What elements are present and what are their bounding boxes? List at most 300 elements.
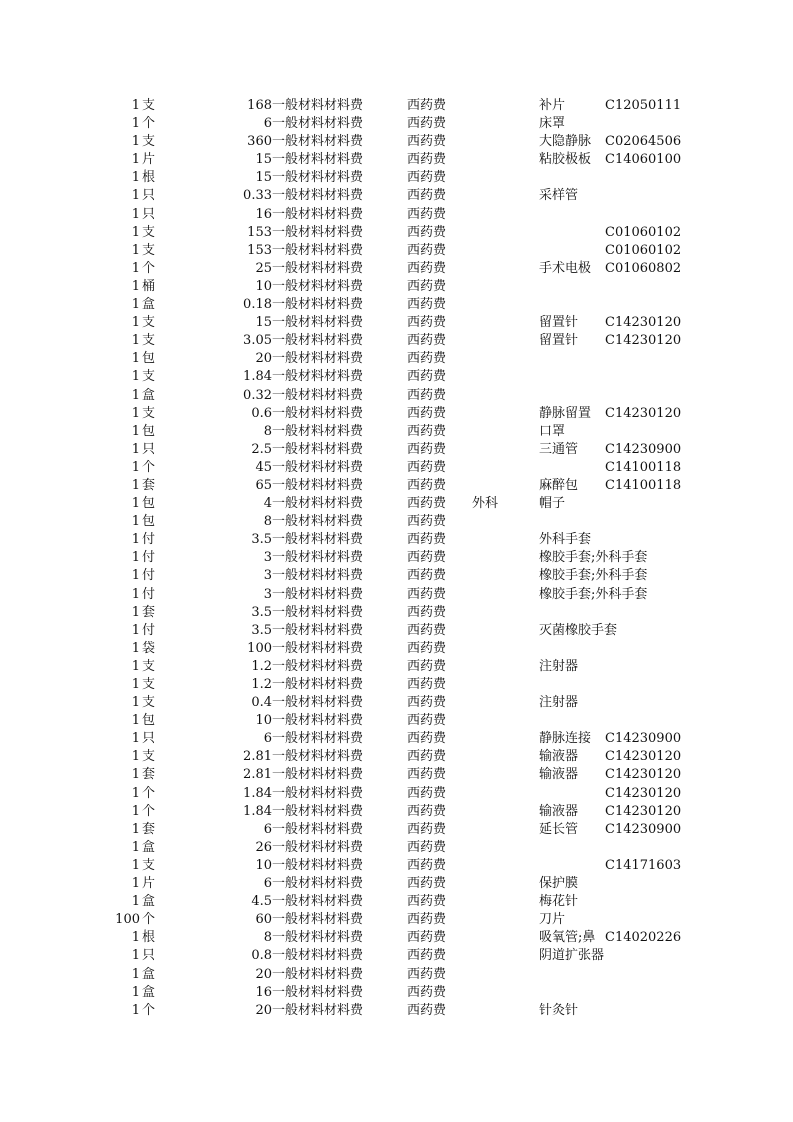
quantity-cell: 1 bbox=[131, 785, 140, 801]
category-cell bbox=[272, 387, 384, 405]
price-cell: 3 bbox=[263, 568, 272, 584]
fee-text: 材料费 bbox=[324, 278, 364, 294]
unit-cell: 支 bbox=[142, 98, 156, 113]
category-cell bbox=[272, 658, 384, 676]
unit-cell: 个 bbox=[142, 912, 156, 928]
category-cell bbox=[272, 1002, 384, 1020]
category-cell bbox=[272, 477, 384, 495]
category-text: 一般材料 bbox=[272, 242, 325, 258]
fee-text: 材料费 bbox=[324, 496, 364, 512]
category-text: 一般材料 bbox=[272, 496, 325, 512]
item-code-cell: C01060102 bbox=[605, 242, 682, 258]
fee-text: 材料费 bbox=[324, 604, 364, 620]
fee-type-cell: 西药费 bbox=[407, 260, 447, 276]
fee-type-cell: 西药费 bbox=[407, 152, 447, 168]
fee-text: 材料费 bbox=[324, 948, 364, 964]
item-name-cell: 补片 bbox=[539, 98, 566, 113]
unit-cell: 只 bbox=[142, 441, 156, 457]
category-cell bbox=[272, 314, 384, 332]
item-code-cell: C14060100 bbox=[605, 152, 682, 168]
unit-cell: 包 bbox=[142, 351, 156, 367]
fee-type-cell: 西药费 bbox=[407, 550, 447, 566]
table-row bbox=[0, 676, 793, 694]
price-cell: 8 bbox=[263, 514, 272, 530]
table-row bbox=[0, 821, 793, 839]
category-text: 一般材料 bbox=[272, 640, 325, 656]
fee-type-cell: 西药费 bbox=[407, 695, 447, 711]
unit-cell: 个 bbox=[142, 1002, 156, 1018]
table-row bbox=[0, 260, 793, 278]
fee-type-cell: 西药费 bbox=[407, 912, 447, 928]
item-name-cell: 输液器 bbox=[539, 767, 579, 783]
unit-cell: 盒 bbox=[142, 387, 156, 403]
quantity-cell: 1 bbox=[131, 333, 140, 349]
material-fee-sheet bbox=[0, 97, 793, 1020]
table-row bbox=[0, 224, 793, 242]
category-cell bbox=[272, 495, 384, 513]
unit-cell: 盒 bbox=[142, 297, 156, 313]
table-row bbox=[0, 622, 793, 640]
table-row bbox=[0, 97, 793, 115]
table-row bbox=[0, 984, 793, 1002]
item-code-cell: C14230120 bbox=[605, 333, 682, 349]
category-text: 一般材料 bbox=[272, 876, 325, 892]
quantity-cell: 1 bbox=[131, 749, 140, 765]
quantity-cell: 1 bbox=[131, 441, 140, 457]
item-name-cell: 橡胶手套;外科手套 bbox=[539, 550, 648, 566]
item-code-cell: C14100118 bbox=[605, 459, 682, 475]
quantity-cell: 1 bbox=[131, 351, 140, 367]
table-row bbox=[0, 839, 793, 857]
price-cell: 60 bbox=[255, 912, 272, 928]
category-text: 一般材料 bbox=[272, 188, 325, 204]
quantity-cell: 1 bbox=[131, 568, 140, 584]
fee-text: 材料费 bbox=[324, 658, 364, 674]
quantity-cell: 1 bbox=[131, 586, 140, 602]
table-row bbox=[0, 459, 793, 477]
category-cell bbox=[272, 531, 384, 549]
fee-text: 材料费 bbox=[324, 1002, 364, 1018]
item-code-cell: C14230120 bbox=[605, 405, 682, 421]
item-name-cell: 橡胶手套;外科手套 bbox=[539, 586, 648, 602]
price-cell: 2.81 bbox=[243, 767, 272, 783]
table-row bbox=[0, 911, 793, 929]
price-cell: 3 bbox=[263, 586, 272, 602]
category-text: 一般材料 bbox=[272, 749, 325, 765]
unit-cell: 只 bbox=[142, 188, 156, 204]
table-row bbox=[0, 1002, 793, 1020]
fee-text: 材料费 bbox=[324, 170, 364, 186]
fee-type-cell: 西药费 bbox=[407, 351, 447, 367]
fee-type-cell: 西药费 bbox=[407, 441, 447, 457]
fee-text: 材料费 bbox=[324, 333, 364, 349]
category-text: 一般材料 bbox=[272, 477, 325, 493]
fee-text: 材料费 bbox=[324, 441, 364, 457]
quantity-cell: 1 bbox=[131, 242, 140, 258]
fee-text: 材料费 bbox=[324, 984, 364, 1000]
table-row bbox=[0, 387, 793, 405]
fee-text: 材料费 bbox=[324, 477, 364, 493]
unit-cell: 支 bbox=[142, 405, 156, 421]
price-cell: 25 bbox=[255, 260, 272, 276]
category-text: 一般材料 bbox=[272, 966, 325, 982]
fee-type-cell: 西药费 bbox=[407, 459, 447, 475]
item-code-cell: C14230120 bbox=[605, 315, 682, 331]
item-code-cell: C01060802 bbox=[605, 260, 682, 276]
fee-type-cell: 西药费 bbox=[407, 857, 447, 873]
category-text: 一般材料 bbox=[272, 532, 325, 548]
fee-text: 材料费 bbox=[324, 116, 364, 132]
category-cell bbox=[272, 296, 384, 314]
category-cell bbox=[272, 640, 384, 658]
category-text: 一般材料 bbox=[272, 423, 325, 439]
quantity-cell: 1 bbox=[131, 803, 140, 819]
category-text: 一般材料 bbox=[272, 839, 325, 855]
department-cell: 外科 bbox=[472, 496, 499, 512]
category-text: 一般材料 bbox=[272, 351, 325, 367]
quantity-cell: 1 bbox=[131, 405, 140, 421]
table-row bbox=[0, 712, 793, 730]
quantity-cell: 1 bbox=[131, 839, 140, 855]
category-cell bbox=[272, 947, 384, 965]
category-text: 一般材料 bbox=[272, 948, 325, 964]
table-row bbox=[0, 567, 793, 585]
unit-cell: 包 bbox=[142, 713, 156, 729]
table-row bbox=[0, 278, 793, 296]
price-cell: 6 bbox=[263, 876, 272, 892]
category-text: 一般材料 bbox=[272, 677, 325, 692]
quantity-cell: 1 bbox=[131, 695, 140, 711]
category-text: 一般材料 bbox=[272, 405, 325, 421]
quantity-cell: 1 bbox=[131, 152, 140, 168]
quantity-cell: 1 bbox=[131, 731, 140, 747]
quantity-cell: 1 bbox=[131, 658, 140, 674]
price-cell: 1.84 bbox=[243, 369, 272, 385]
fee-type-cell: 西药费 bbox=[407, 1002, 447, 1018]
unit-cell: 套 bbox=[142, 477, 156, 493]
quantity-cell: 1 bbox=[131, 134, 140, 150]
unit-cell: 袋 bbox=[142, 640, 156, 656]
item-name-cell: 静脉连接 bbox=[539, 731, 592, 747]
item-code-cell: C14230900 bbox=[605, 821, 682, 837]
unit-cell: 套 bbox=[142, 767, 156, 783]
category-cell bbox=[272, 984, 384, 1002]
quantity-cell: 1 bbox=[131, 1002, 140, 1018]
unit-cell: 支 bbox=[142, 369, 156, 385]
quantity-cell: 1 bbox=[131, 713, 140, 729]
fee-text: 材料费 bbox=[324, 966, 364, 982]
unit-cell: 个 bbox=[142, 803, 156, 819]
price-cell: 8 bbox=[263, 423, 272, 439]
item-code-cell: C14230120 bbox=[605, 749, 682, 765]
unit-cell: 付 bbox=[142, 622, 156, 638]
fee-text: 材料费 bbox=[324, 857, 364, 873]
category-text: 一般材料 bbox=[272, 278, 325, 294]
table-row bbox=[0, 586, 793, 604]
category-text: 一般材料 bbox=[272, 586, 325, 602]
fee-type-cell: 西药费 bbox=[407, 387, 447, 403]
category-text: 一般材料 bbox=[272, 152, 325, 168]
category-cell bbox=[272, 115, 384, 133]
quantity-cell: 1 bbox=[131, 496, 140, 512]
fee-text: 材料费 bbox=[324, 731, 364, 747]
table-row bbox=[0, 966, 793, 984]
quantity-cell: 1 bbox=[131, 622, 140, 638]
quantity-cell: 1 bbox=[131, 767, 140, 783]
category-text: 一般材料 bbox=[272, 894, 325, 910]
price-cell: 4 bbox=[263, 496, 272, 512]
category-text: 一般材料 bbox=[272, 1002, 325, 1018]
unit-cell: 支 bbox=[142, 333, 156, 349]
table-row bbox=[0, 875, 793, 893]
unit-cell: 包 bbox=[142, 514, 156, 530]
quantity-cell: 1 bbox=[131, 514, 140, 530]
category-text: 一般材料 bbox=[272, 695, 325, 711]
quantity-cell: 1 bbox=[131, 477, 140, 493]
price-cell: 153 bbox=[247, 224, 272, 240]
category-cell bbox=[272, 278, 384, 296]
table-row bbox=[0, 206, 793, 224]
category-cell bbox=[272, 242, 384, 260]
table-row bbox=[0, 658, 793, 676]
fee-text: 材料费 bbox=[324, 821, 364, 837]
item-name-cell: 留置针 bbox=[539, 333, 579, 349]
price-cell: 16 bbox=[255, 984, 272, 1000]
quantity-cell: 1 bbox=[131, 677, 140, 692]
table-row bbox=[0, 405, 793, 423]
category-cell bbox=[272, 748, 384, 766]
category-cell bbox=[272, 368, 384, 386]
fee-text: 材料费 bbox=[324, 767, 364, 783]
unit-cell: 桶 bbox=[142, 278, 156, 294]
fee-text: 材料费 bbox=[324, 188, 364, 204]
fee-text: 材料费 bbox=[324, 459, 364, 475]
fee-text: 材料费 bbox=[324, 369, 364, 385]
price-cell: 65 bbox=[255, 477, 272, 493]
category-cell bbox=[272, 966, 384, 984]
category-cell bbox=[272, 911, 384, 929]
fee-type-cell: 西药费 bbox=[407, 170, 447, 186]
unit-cell: 只 bbox=[142, 206, 156, 222]
price-cell: 360 bbox=[247, 134, 272, 150]
price-cell: 8 bbox=[263, 930, 272, 946]
item-name-cell: 针灸针 bbox=[539, 1002, 579, 1018]
unit-cell: 支 bbox=[142, 224, 156, 240]
price-cell: 3 bbox=[263, 550, 272, 566]
unit-cell: 支 bbox=[142, 658, 156, 674]
item-code-cell: C14230900 bbox=[605, 731, 682, 747]
fee-type-cell: 西药费 bbox=[407, 930, 447, 946]
fee-text: 材料费 bbox=[324, 260, 364, 276]
category-cell bbox=[272, 893, 384, 911]
unit-cell: 支 bbox=[142, 749, 156, 765]
table-row bbox=[0, 242, 793, 260]
fee-text: 材料费 bbox=[324, 387, 364, 403]
fee-text: 材料费 bbox=[324, 297, 364, 313]
category-text: 一般材料 bbox=[272, 297, 325, 313]
price-cell: 1.2 bbox=[251, 658, 272, 674]
fee-type-cell: 西药费 bbox=[407, 876, 447, 892]
category-cell bbox=[272, 441, 384, 459]
price-cell: 168 bbox=[247, 98, 272, 113]
category-cell bbox=[272, 622, 384, 640]
table-row bbox=[0, 314, 793, 332]
price-cell: 6 bbox=[263, 116, 272, 132]
category-cell bbox=[272, 206, 384, 224]
price-cell: 15 bbox=[255, 315, 272, 331]
fee-text: 材料费 bbox=[324, 152, 364, 168]
unit-cell: 只 bbox=[142, 731, 156, 747]
price-cell: 0.18 bbox=[243, 297, 272, 313]
fee-type-cell: 西药费 bbox=[407, 948, 447, 964]
table-row bbox=[0, 785, 793, 803]
table-row bbox=[0, 151, 793, 169]
fee-text: 材料费 bbox=[324, 930, 364, 946]
price-cell: 0.33 bbox=[243, 188, 272, 204]
fee-text: 材料费 bbox=[324, 586, 364, 602]
category-cell bbox=[272, 694, 384, 712]
price-cell: 3.5 bbox=[251, 604, 272, 620]
table-row bbox=[0, 531, 793, 549]
unit-cell: 片 bbox=[142, 152, 156, 168]
item-name-cell: 注射器 bbox=[539, 658, 579, 674]
fee-type-cell: 西药费 bbox=[407, 278, 447, 294]
unit-cell: 付 bbox=[142, 586, 156, 602]
category-cell bbox=[272, 676, 384, 694]
unit-cell: 支 bbox=[142, 242, 156, 258]
fee-text: 材料费 bbox=[324, 568, 364, 584]
table-row bbox=[0, 549, 793, 567]
category-cell bbox=[272, 730, 384, 748]
price-cell: 15 bbox=[255, 152, 272, 168]
fee-type-cell: 西药费 bbox=[407, 803, 447, 819]
unit-cell: 个 bbox=[142, 785, 156, 801]
category-cell bbox=[272, 133, 384, 151]
price-cell: 0.4 bbox=[251, 695, 272, 711]
category-cell bbox=[272, 586, 384, 604]
table-row bbox=[0, 441, 793, 459]
category-cell bbox=[272, 549, 384, 567]
table-row bbox=[0, 929, 793, 947]
table-row bbox=[0, 640, 793, 658]
fee-type-cell: 西药费 bbox=[407, 785, 447, 801]
price-cell: 0.32 bbox=[243, 387, 272, 403]
unit-cell: 只 bbox=[142, 948, 156, 964]
unit-cell: 套 bbox=[142, 604, 156, 620]
fee-type-cell: 西药费 bbox=[407, 477, 447, 493]
fee-type-cell: 西药费 bbox=[407, 134, 447, 150]
quantity-cell: 1 bbox=[131, 604, 140, 620]
fee-type-cell: 西药费 bbox=[407, 568, 447, 584]
fee-text: 材料费 bbox=[324, 224, 364, 240]
quantity-cell: 1 bbox=[131, 206, 140, 222]
fee-type-cell: 西药费 bbox=[407, 713, 447, 729]
table-row bbox=[0, 803, 793, 821]
quantity-cell: 1 bbox=[131, 821, 140, 837]
quantity-cell: 1 bbox=[131, 857, 140, 873]
category-text: 一般材料 bbox=[272, 206, 325, 222]
fee-type-cell: 西药费 bbox=[407, 586, 447, 602]
price-cell: 0.6 bbox=[251, 405, 272, 421]
price-cell: 3.5 bbox=[251, 622, 272, 638]
price-cell: 2.5 bbox=[251, 441, 272, 457]
quantity-cell: 1 bbox=[131, 188, 140, 204]
price-cell: 10 bbox=[255, 713, 272, 729]
table-row bbox=[0, 423, 793, 441]
category-text: 一般材料 bbox=[272, 333, 325, 349]
table-row bbox=[0, 604, 793, 622]
fee-text: 材料费 bbox=[324, 839, 364, 855]
fee-type-cell: 西药费 bbox=[407, 369, 447, 385]
fee-type-cell: 西药费 bbox=[407, 677, 447, 692]
unit-cell: 支 bbox=[142, 695, 156, 711]
fee-type-cell: 西药费 bbox=[407, 532, 447, 548]
unit-cell: 盒 bbox=[142, 894, 156, 910]
fee-type-cell: 西药费 bbox=[407, 315, 447, 331]
fee-text: 材料费 bbox=[324, 803, 364, 819]
price-cell: 6 bbox=[263, 821, 272, 837]
category-text: 一般材料 bbox=[272, 116, 325, 132]
fee-type-cell: 西药费 bbox=[407, 640, 447, 656]
unit-cell: 盒 bbox=[142, 839, 156, 855]
fee-type-cell: 西药费 bbox=[407, 116, 447, 132]
category-cell bbox=[272, 785, 384, 803]
unit-cell: 个 bbox=[142, 260, 156, 276]
category-text: 一般材料 bbox=[272, 785, 325, 801]
price-cell: 2.81 bbox=[243, 749, 272, 765]
fee-text: 材料费 bbox=[324, 532, 364, 548]
quantity-cell: 1 bbox=[131, 876, 140, 892]
fee-type-cell: 西药费 bbox=[407, 242, 447, 258]
table-row bbox=[0, 332, 793, 350]
item-code-cell: C14020226 bbox=[605, 930, 682, 946]
unit-cell: 支 bbox=[142, 315, 156, 331]
fee-text: 材料费 bbox=[324, 514, 364, 530]
item-name-cell: 大隐静脉 bbox=[539, 134, 592, 150]
fee-type-cell: 西药费 bbox=[407, 423, 447, 439]
category-text: 一般材料 bbox=[272, 224, 325, 240]
category-cell bbox=[272, 567, 384, 585]
item-name-cell: 帽子 bbox=[539, 496, 566, 512]
quantity-cell: 1 bbox=[131, 984, 140, 1000]
unit-cell: 包 bbox=[142, 423, 156, 439]
price-cell: 45 bbox=[255, 459, 272, 475]
fee-type-cell: 西药费 bbox=[407, 984, 447, 1000]
fee-text: 材料费 bbox=[324, 351, 364, 367]
price-cell: 3.05 bbox=[243, 333, 272, 349]
table-row bbox=[0, 766, 793, 784]
fee-text: 材料费 bbox=[324, 405, 364, 421]
quantity-cell: 1 bbox=[131, 423, 140, 439]
table-row bbox=[0, 477, 793, 495]
item-name-cell: 保护膜 bbox=[539, 876, 579, 892]
category-cell bbox=[272, 459, 384, 477]
category-text: 一般材料 bbox=[272, 767, 325, 783]
fee-type-cell: 西药费 bbox=[407, 604, 447, 620]
table-row bbox=[0, 133, 793, 151]
quantity-cell: 1 bbox=[131, 170, 140, 186]
quantity-cell: 1 bbox=[131, 297, 140, 313]
fee-text: 材料费 bbox=[324, 134, 364, 150]
fee-text: 材料费 bbox=[324, 98, 364, 113]
price-cell: 153 bbox=[247, 242, 272, 258]
fee-text: 材料费 bbox=[324, 550, 364, 566]
fee-text: 材料费 bbox=[324, 713, 364, 729]
price-cell: 1.2 bbox=[251, 677, 272, 692]
item-name-cell: 输液器 bbox=[539, 803, 579, 819]
fee-type-cell: 西药费 bbox=[407, 658, 447, 674]
fee-type-cell: 西药费 bbox=[407, 333, 447, 349]
